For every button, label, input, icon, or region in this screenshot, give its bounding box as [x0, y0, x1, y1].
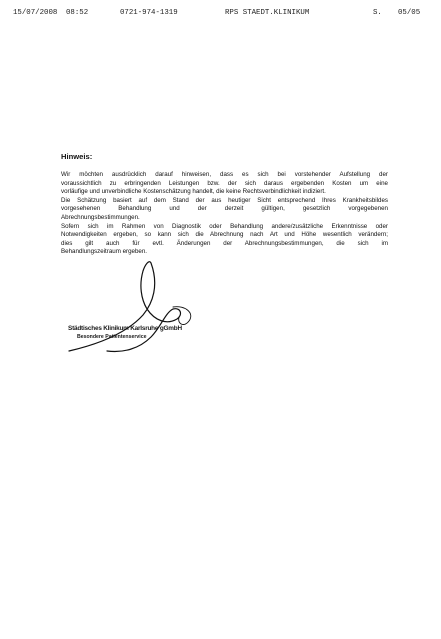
fax-number: 0721-974-1319	[120, 9, 178, 17]
handwritten-signature	[55, 255, 255, 365]
fax-page-label: S.	[373, 9, 382, 17]
signature-block	[55, 255, 255, 365]
fax-date: 15/07/2008	[13, 9, 58, 17]
fax-header	[0, 9, 441, 21]
stamp-department: Besondere Patientenservice	[77, 334, 147, 340]
text-line: vorläufige und unverbindliche Kostenschätzung handelt, die keine Rechtsverbindlichkeit indiziert.	[61, 188, 326, 196]
text-line: Behandlungszeitraum ergeben.	[61, 248, 147, 256]
text-line: Sofern sich im Rahmen von Diagnostik oder Behandlung andere/zusätzliche Erkenntnisse oder	[61, 222, 388, 230]
fax-sender: RPS STAEDT.KLINIKUM	[225, 9, 310, 17]
fax-page-number: 05/05	[398, 9, 421, 17]
fax-time: 08:52	[66, 9, 89, 17]
text-line: vorgesehenen Behandlung und der derzeit gültigen, gesetzlich vorgegebenen	[61, 205, 388, 213]
text-line: Wir möchten ausdrücklich darauf hinweisen, dass es sich bei vorstehender Aufstellung der	[61, 171, 388, 178]
stamp-organization: Städtisches Klinikum Karlsruhe gGmbH	[68, 325, 182, 332]
text-line: Abrechnungsbestimmungen.	[61, 213, 140, 221]
text-line: Die Schätzung basiert auf dem Stand der aus heutiger Sicht entsprechend Ihres Krankheitsbildes	[61, 196, 388, 204]
text-line: voraussichtlich zu erbringenden Leistungen bzw. der sich daraus ergebenden Kosten um eine	[61, 179, 388, 187]
text-line: dies gilt auch für evtl. Änderungen der Abrechnungsbestimmungen, die sich im	[61, 239, 388, 247]
text-line: Notwendigkeiten ergeben, so kann sich die Abrechnung nach Art und Höhe wesentlich verändern;	[61, 231, 388, 239]
notice-body	[61, 171, 388, 257]
notice-heading: Hinweis:	[61, 152, 93, 161]
